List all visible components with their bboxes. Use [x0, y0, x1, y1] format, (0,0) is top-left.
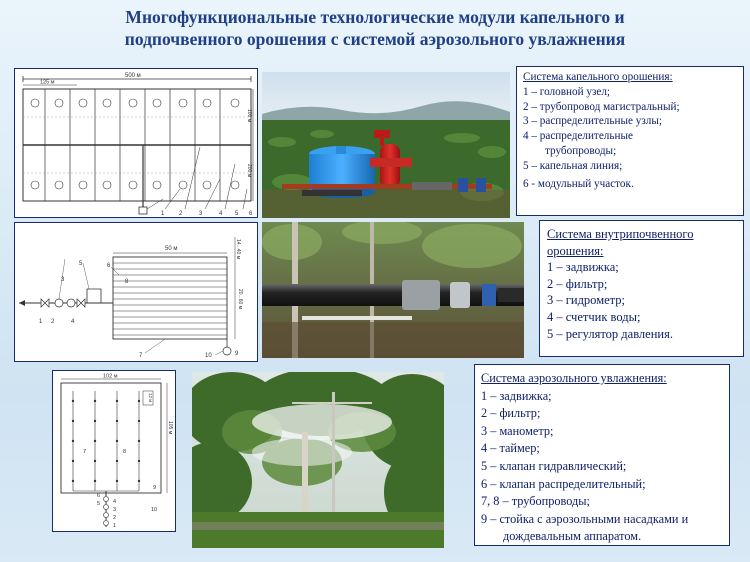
subsoil-callout-7: 7 [139, 353, 143, 359]
drip-dim-v2: 200 м [246, 164, 252, 178]
aerosol-legend-item-6: 6 – клапан распределительный; [481, 476, 646, 491]
drip-callout-5: 5 [235, 211, 239, 217]
aerosol-legend [474, 364, 730, 546]
aerosol-callout-7: 7 [83, 449, 87, 455]
aerosol-callout-10: 10 [151, 507, 158, 513]
subsoil-callout-1: 1 [39, 319, 43, 325]
aerosol-legend-item-9: 9 – стойка с аэрозольными насадками и [481, 511, 689, 526]
title-line-1: Многофункциональные технологические модули капельного и [125, 7, 625, 27]
subsoil-callout-10: 10 [205, 353, 212, 359]
drip-dim-v1: 100 м [246, 109, 252, 123]
drip-callout-6: 6 [249, 211, 253, 217]
subsoil-dim-a: 14...40 м [235, 239, 241, 260]
subsoil-dim-top: 50 м [165, 246, 178, 252]
drip-diagram-drawing [15, 69, 257, 217]
subsoil-dim-b: 20...60 м [237, 289, 243, 310]
aerosol-legend-item-5: 5 – клапан гидравлический; [481, 458, 627, 473]
drip-diagram [14, 68, 258, 218]
subsoil-callout-2: 2 [51, 319, 55, 325]
aerosol-dim-top: 102 м [103, 373, 118, 380]
subsoil-callout-3: 3 [61, 277, 65, 283]
drip-legend-item-1: 1 – головной узел; [523, 85, 611, 98]
subsoil-callout-8: 8 [125, 279, 129, 285]
aerosol-callout-6: 6 [97, 493, 101, 499]
aerosol-callout-9: 9 [153, 485, 157, 491]
aerosol-legend-item-1: 1 – задвижка; [481, 388, 552, 403]
subsoil-legend-heading-2: орошения: [547, 243, 604, 258]
subsoil-valve-photo [262, 222, 524, 358]
drip-callout-2: 2 [179, 211, 183, 217]
subsoil-legend-item-1: 1 – задвижка; [547, 260, 619, 275]
drip-dim-total: 500 м [125, 73, 141, 79]
aerosol-callout-8: 8 [123, 449, 127, 455]
drip-legend-item-5: 5 – капельная линия; [523, 159, 623, 172]
page-title [40, 6, 710, 50]
subsoil-legend-item-2: 2 – фильтр; [547, 276, 608, 291]
drip-legend-item-4-cont: трубопроводы; [545, 144, 617, 157]
aerosol-diagram [52, 370, 176, 532]
subsoil-photo-drawing [262, 222, 524, 358]
aerosol-photo-drawing [192, 372, 444, 548]
drip-legend [516, 66, 744, 216]
aerosol-callout-5: 5 [97, 501, 101, 507]
subsoil-legend-heading-1: Система внутрипочвенного [547, 227, 694, 241]
title-line-2: подпочвенного орошения с системой аэрозольного увлажнения [124, 29, 626, 49]
drip-dim-plot: 125 м [40, 79, 55, 86]
aerosol-dim-right: 105 м [167, 421, 173, 435]
aerosol-callout-3: 3 [113, 507, 117, 513]
aerosol-legend-item-4: 4 – таймер; [481, 441, 540, 456]
subsoil-legend [539, 220, 744, 357]
subsoil-callout-5: 5 [79, 261, 83, 267]
subsoil-legend-item-5: 5 – регулятор давления. [547, 326, 673, 341]
aerosol-callout-4: 4 [113, 499, 117, 505]
subsoil-legend-item-3: 3 – гидрометр; [547, 293, 625, 308]
aerosol-legend-heading: Система аэрозольного увлажнения: [481, 371, 667, 385]
drip-legend-item-4: 4 – распределительные [523, 130, 633, 143]
aerosol-mist-photo [192, 372, 444, 548]
aerosol-callout-2: 2 [113, 515, 117, 521]
aerosol-legend-item-7: 7, 8 – трубопроводы; [481, 494, 590, 509]
drip-legend-heading: Система капельного орошения: [523, 71, 673, 83]
aerosol-diagram-drawing [53, 371, 175, 531]
drip-headworks-photo [262, 72, 510, 218]
drip-legend-item-6: 6 - модульный участок. [523, 177, 634, 190]
subsoil-callout-9: 9 [235, 351, 239, 357]
aerosol-legend-item-9-cont: дождевальным аппаратом. [503, 529, 642, 544]
subsoil-diagram [14, 222, 258, 362]
drip-legend-item-3: 3 – распределительные узлы; [523, 115, 662, 128]
drip-photo-drawing [262, 72, 510, 218]
drip-callout-4: 4 [219, 211, 223, 217]
drip-legend-item-2: 2 – трубопровод магистральный; [523, 100, 680, 113]
subsoil-legend-item-4: 4 – счетчик воды; [547, 309, 641, 324]
subsoil-callout-6: 6 [107, 263, 111, 269]
aerosol-callout-1: 1 [113, 523, 117, 529]
drip-callout-3: 3 [199, 211, 203, 217]
aerosol-legend-item-3: 3 – манометр; [481, 423, 554, 438]
aerosol-legend-item-2: 2 – фильтр; [481, 406, 541, 421]
drip-callout-1: 1 [161, 211, 165, 217]
aerosol-dim-small: 12 м [148, 393, 153, 403]
subsoil-callout-4: 4 [71, 319, 75, 325]
subsoil-diagram-drawing [15, 223, 257, 361]
